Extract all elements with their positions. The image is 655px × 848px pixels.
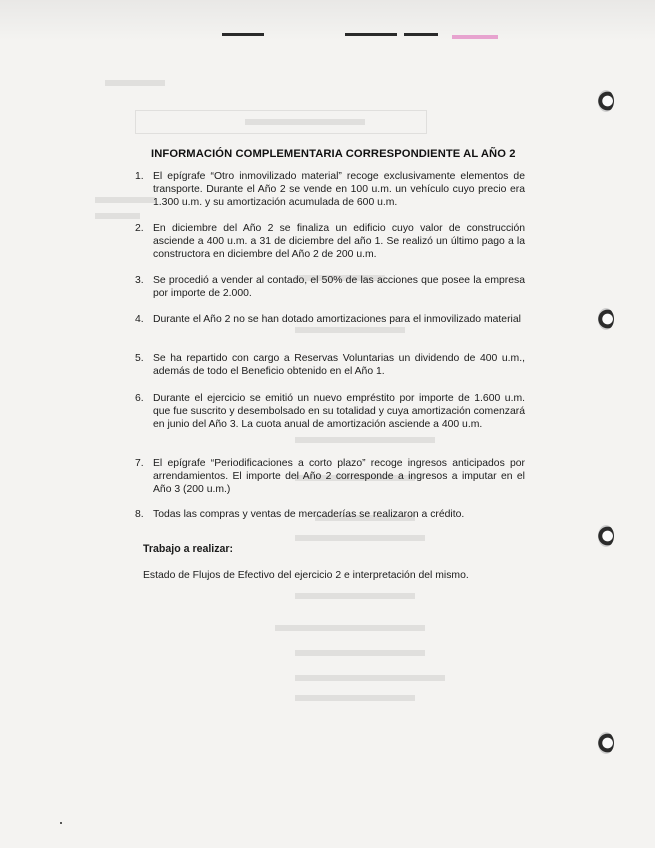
list-item: [133, 352, 525, 378]
task-description: Estado de Flujos de Efectivo del ejercicio 2 e interpretación del mismo.: [143, 570, 469, 581]
item-text: Se ha repartido con cargo a Reservas Voluntarias un dividendo de 400 u.m., además de todo el Beneficio obtenido en el Año 1.: [153, 353, 525, 378]
item-number: 4.: [135, 314, 144, 325]
list-item: [133, 508, 525, 521]
scan-mark: [222, 33, 264, 36]
scan-top-edge: [0, 0, 655, 40]
list-item: [133, 457, 525, 497]
item-text: El epígrafe “Periodificaciones a corto plazo” recoge ingresos anticipados por arrendamientos. El importe del Año 2 corresponde a ingresos a imputar en el Año 3 (200 u.m.): [153, 458, 525, 496]
item-number: 6.: [135, 393, 144, 404]
binder-hole-icon: [598, 308, 614, 330]
item-text: Durante el Año 2 no se han dotado amortizaciones para el inmovilizado material: [153, 314, 521, 325]
binder-hole-icon: [598, 732, 614, 754]
list-item: [133, 222, 525, 262]
item-number: 7.: [135, 458, 144, 469]
list-item: [133, 170, 525, 210]
item-number: 1.: [135, 171, 144, 182]
item-text: En diciembre del Año 2 se finaliza un edificio cuyo valor de construcción asciende a 400 u.m. a 31 de diciembre del año 1. Se realizó un último pago a la constructora en diciembre del Año 2 de 200 u.m.: [153, 223, 525, 261]
highlighter-mark: [452, 35, 498, 39]
list-item: [133, 313, 525, 326]
document-body: [133, 148, 533, 581]
item-text: Se procedió a vender al contado, el 50% de las acciones que posee la empresa por importe de 2.000.: [153, 275, 525, 300]
item-number: 3.: [135, 275, 144, 286]
item-text: El epígrafe “Otro inmovilizado material” recoge exclusivamente elementos de transporte. Durante el Año 2 se vende en 100 u.m. un vehículo cuyo precio era 1.300 u.m. y su amortización acumulada de 600 u.m.: [153, 171, 525, 209]
item-number: 8.: [135, 509, 144, 520]
item-text: Todas las compras y ventas de mercaderías se realizaron a crédito.: [153, 509, 465, 520]
binder-hole-icon: [598, 90, 614, 112]
item-number: 2.: [135, 223, 144, 234]
scan-mark: [404, 33, 438, 36]
item-number: 5.: [135, 353, 144, 364]
section-heading: INFORMACIÓN COMPLEMENTARIA CORRESPONDIENTE AL AÑO 2: [151, 148, 516, 160]
list-item: [133, 392, 525, 432]
scan-mark: [345, 33, 397, 36]
binder-hole-icon: [598, 525, 614, 547]
task-title: Trabajo a realizar:: [143, 543, 234, 555]
scan-speck: [60, 822, 62, 824]
item-text: Durante el ejercicio se emitió un nuevo empréstito por importe de 1.600 u.m. que fue suscrito y desembolsado en su totalidad y cuya amortización comenzará en junio del Año 3. La cuota anual de amortización asciende a 400 u.m.: [153, 393, 525, 431]
list-item: [133, 274, 525, 300]
